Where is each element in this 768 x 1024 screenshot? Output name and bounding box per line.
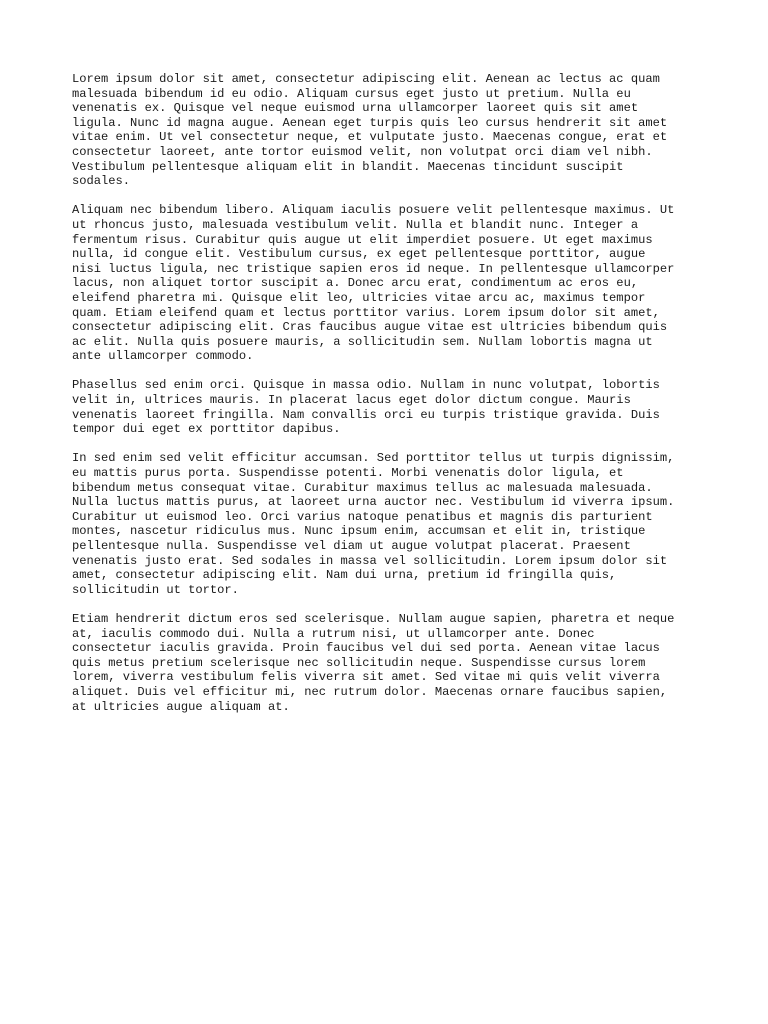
paragraph-2: Aliquam nec bibendum libero. Aliquam iaculis posuere velit pellentesque maximus. Ut ut rhoncus justo, malesuada vestibulum velit. Nulla et blandit nunc. Integer a fermentum risus. Curabitur quis augue ut elit imperdiet posuere. Ut eget maximus nulla, id congue elit. Vestibulum cursus, ex eget pellentesque porttitor, augue nisi luctus ligula, nec tristique sapien eros id neque. In pellentesque ullamcorper lacus, non aliquet tortor suscipit a. Donec arcu erat, condimentum ac eros eu, eleifend pharetra mi. Quisque elit leo, ultricies vitae arcu ac, maximus tempor quam. Etiam eleifend quam et lectus porttitor varius. Lorem ipsum dolor sit amet, consectetur adipiscing elit. Cras faucibus augue vitae est ultricies bibendum quis ac elit. Nulla quis posuere mauris, a sollicitudin sem. Nullam lobortis magna ut ante ullamcorper commodo.: [72, 203, 675, 364]
paragraph-4: In sed enim sed velit efficitur accumsan. Sed porttitor tellus ut turpis dignissim, eu mattis purus porta. Suspendisse potenti. Morbi venenatis dolor ligula, et bibendum metus consequat vitae. Curabitur maximus tellus ac malesuada malesuada. Nulla luctus mattis purus, at laoreet urna auctor nec. Vestibulum id viverra ipsum. Curabitur ut euismod leo. Orci varius natoque penatibus et magnis dis parturient montes, nascetur ridiculus mus. Nunc ipsum enim, accumsan et elit in, tristique pellentesque nulla. Suspendisse vel diam ut augue volutpat placerat. Praesent venenatis justo erat. Sed sodales in massa vel sollicitudin. Lorem ipsum dolor sit amet, consectetur adipiscing elit. Nam dui urna, pretium id fringilla quis, sollicitudin ut tortor.: [72, 451, 675, 597]
paragraph-1: Lorem ipsum dolor sit amet, consectetur adipiscing elit. Aenean ac lectus ac quam malesuada bibendum id eu odio. Aliquam cursus eget justo ut pretium. Nulla eu venenatis ex. Quisque vel neque euismod urna ullamcorper laoreet quis sit amet ligula. Nunc id magna augue. Aenean eget turpis quis leo cursus hendrerit sit amet vitae enim. Ut vel consectetur neque, et vulputate justo. Maecenas congue, erat et consectetur laoreet, ante tortor euismod velit, non volutpat orci diam vel nibh. Vestibulum pellentesque aliquam elit in blandit. Maecenas tincidunt suscipit sodales.: [72, 72, 668, 189]
paragraph-3: Phasellus sed enim orci. Quisque in massa odio. Nullam in nunc volutpat, lobortis velit in, ultrices mauris. In placerat lacus eget dolor dictum congue. Mauris venenatis laoreet fringilla. Nam convallis orci eu turpis tristique gravida. Duis tempor dui eget ex porttitor dapibus.: [72, 378, 660, 437]
document-page: [72, 72, 702, 729]
paragraph-5: Etiam hendrerit dictum eros sed scelerisque. Nullam augue sapien, pharetra et neque at, iaculis commodo dui. Nulla a rutrum nisi, ut ullamcorper ante. Donec consectetur iaculis gravida. Proin faucibus vel dui sed porta. Aenean vitae lacus quis metus pretium scelerisque nec sollicitudin neque. Suspendisse cursus lorem lorem, viverra vestibulum felis viverra sit amet. Sed vitae mi quis velit viverra aliquet. Duis vel efficitur mi, nec rutrum dolor. Maecenas ornare faucibus sapien, at ultricies augue aliquam at.: [72, 611, 675, 714]
